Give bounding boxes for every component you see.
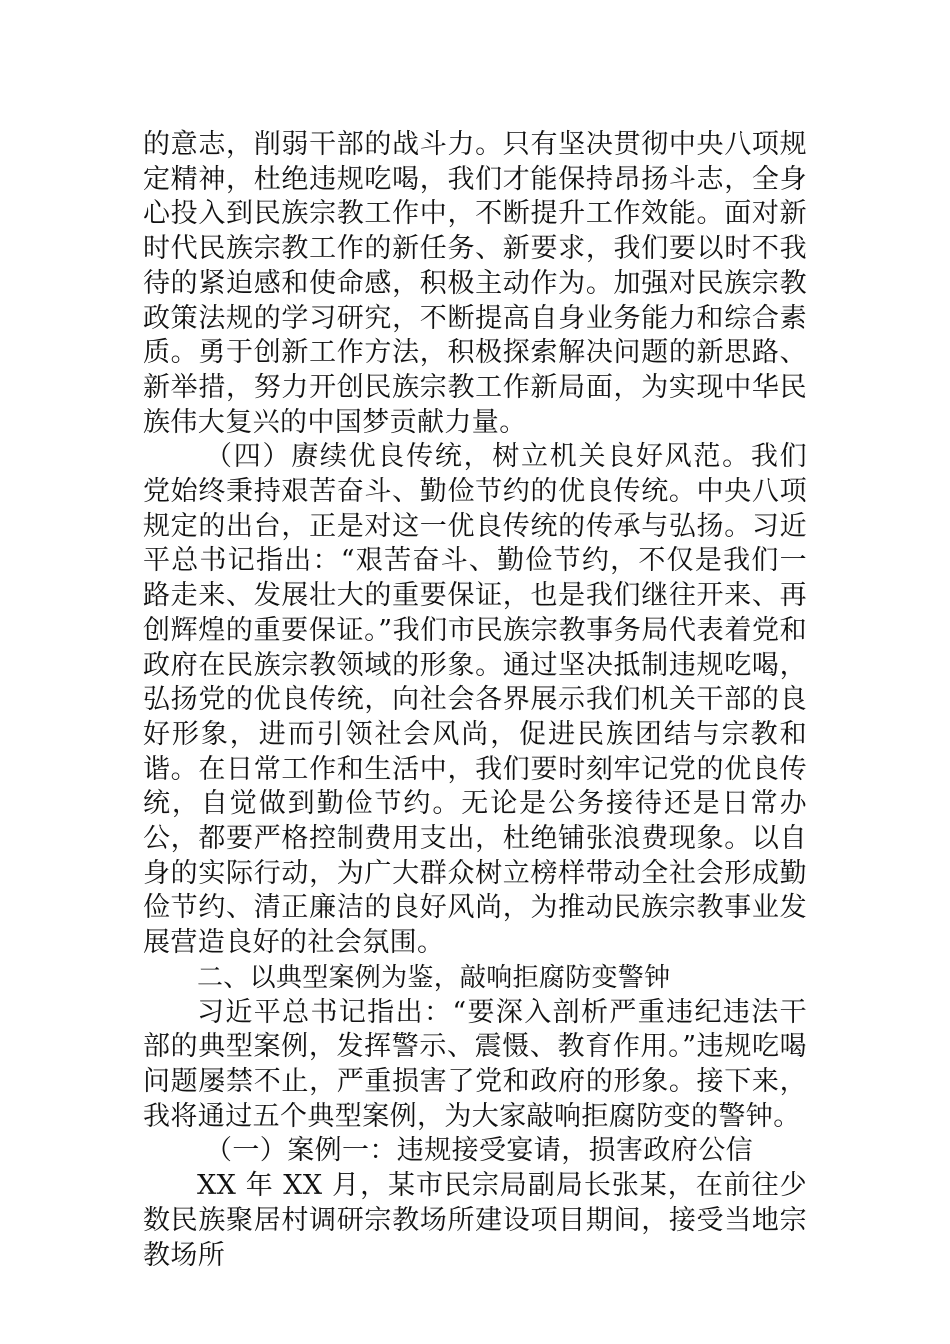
subsection-paragraph-four: （四）赓续优良传统，树立机关良好风范。我们党始终秉持艰苦奋斗、勤俭节约的优良传统。中央八项规定的出台，正是对这一优良传统的传承与弘扬。习近平总书记指出：“艰苦奋斗、勤俭节约，不仅是我们一路走来、发展壮大的重要保证，也是我们继往开来、再创辉煌的重要保证。”我们市民族宗教事务局代表着党和政府在民族宗教领域的形象。通过坚决抵制违规吃喝，弘扬党的优良传统，向社会各界展示我们机关干部的良好形象，进而引领社会风尚，促进民族团结与宗教和谐。在日常工作和生活中，我们要时刻牢记党的优良传统，自觉做到勤俭节约。无论是公务接待还是日常办公，都要严格控制费用支出，杜绝铺张浪费现象。以自身的实际行动，为广大群众树立榜样带动全社会形成勤俭节约、清正廉洁的良好风尚，为推动民族宗教事业发展营造良好的社会氛围。	[143, 441, 807, 959]
body-paragraph: XX 年 XX 月，某市民宗局副局长张某，在前往少数民族聚居村调研宗教场所建设项目期间，接受当地宗教场所	[143, 1170, 807, 1271]
section-heading-two: 二、以典型案例为鉴，敲响拒腐防变警钟	[197, 962, 671, 993]
document-body	[143, 128, 807, 1273]
body-paragraph: 的意志，削弱干部的战斗力。只有坚决贯彻中央八项规定精神，杜绝违规吃喝，我们才能保持昂扬斗志，全身心投入到民族宗教工作中，不断提升工作效能。面对新时代民族宗教工作的新任务、新要求，我们要以时不我待的紧迫感和使命感，积极主动作为。加强对民族宗教政策法规的学习研究，不断提高自身业务能力和综合素质。勇于创新工作方法，积极探索解决问题的新思路、新举措，努力开创民族宗教工作新局面，为实现中华民族伟大复兴的中国梦贡献力量。	[143, 129, 807, 438]
case-heading-one: （一）案例一：违规接受宴请，损害政府公信	[205, 1135, 753, 1167]
body-paragraph: 习近平总书记指出：“要深入剖析严重违纪违法干部的典型案例，发挥警示、震慑、教育作用。”违规吃喝问题屡禁不止，严重损害了党和政府的形象。接下来，我将通过五个典型案例，为大家敲响拒腐防变的警钟。	[143, 996, 807, 1132]
